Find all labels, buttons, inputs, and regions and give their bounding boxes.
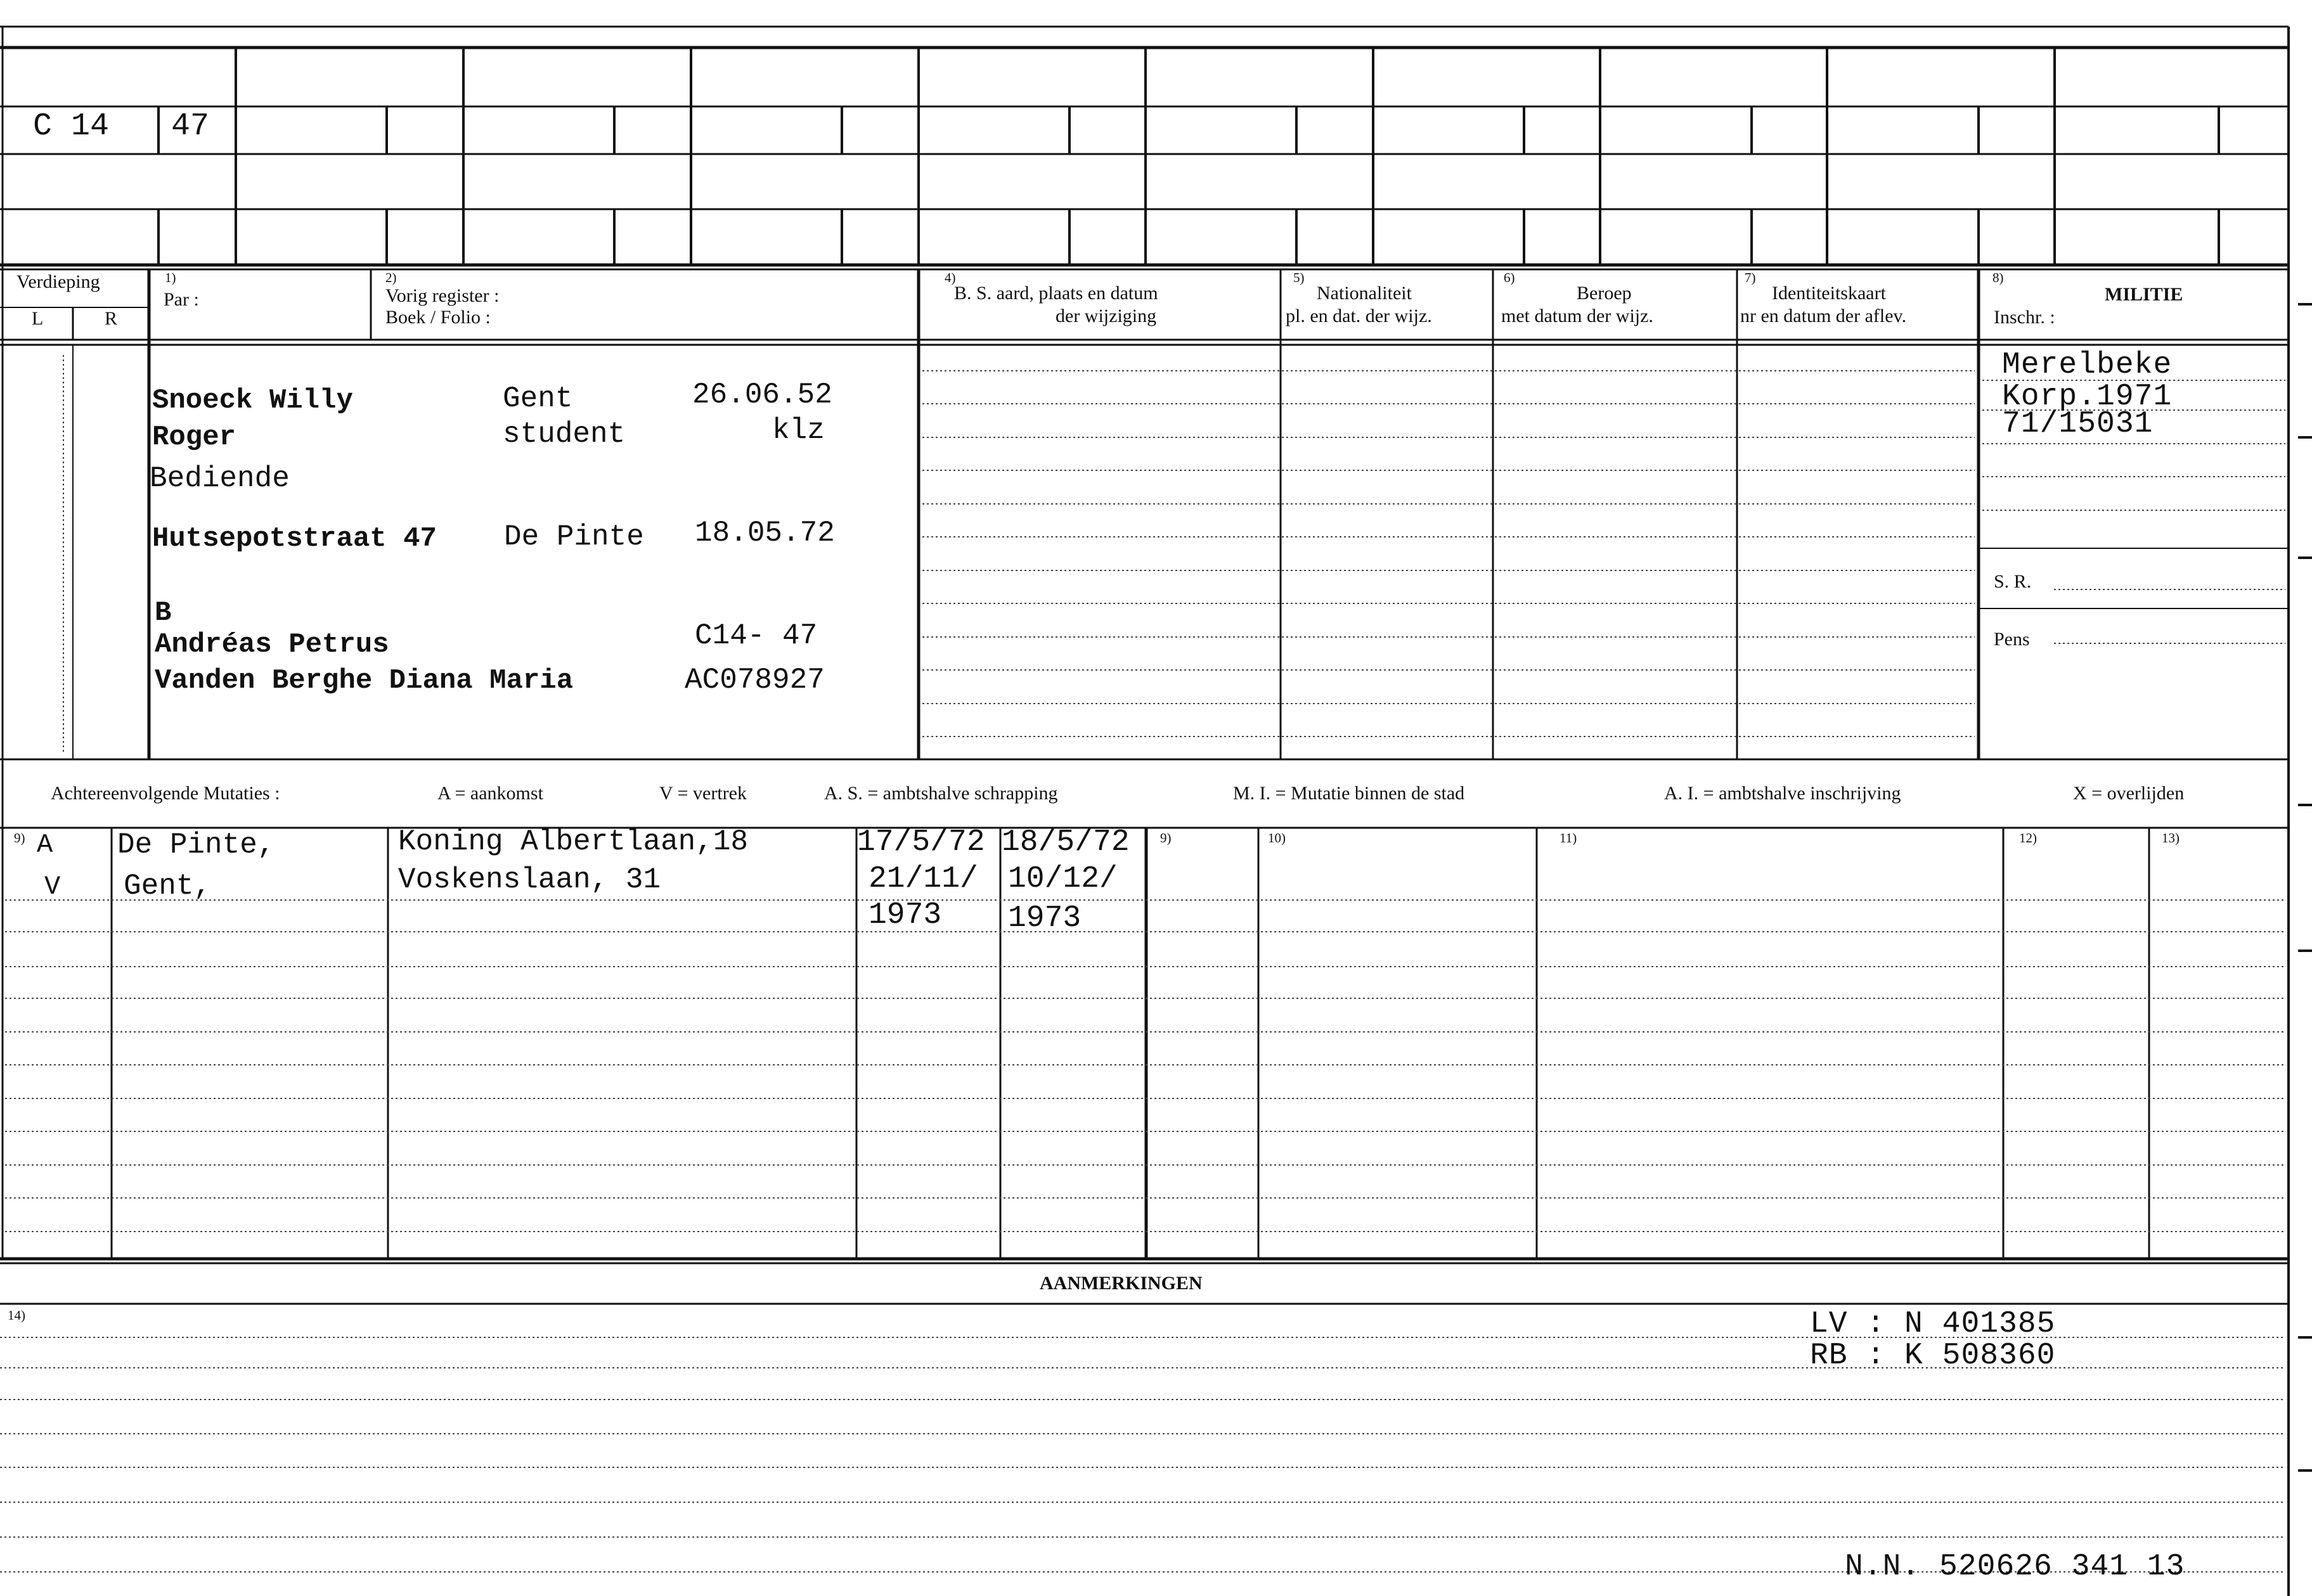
status: student — [503, 418, 626, 451]
mut-col9b-number: 9) — [1160, 830, 1172, 846]
mutation-date-end: 18/5/72 — [1002, 825, 1130, 859]
militie-header: MILITIE — [2105, 284, 2183, 305]
birth-date: 26.06.52 — [692, 378, 832, 411]
mutation-date-start: 17/5/72 — [857, 825, 985, 859]
col2-number: 2) — [385, 270, 397, 285]
mutation-type: V — [44, 872, 61, 902]
vorig-register-label: Vorig register : — [385, 285, 500, 306]
occupation: Bediende — [150, 462, 290, 495]
col4-number: 4) — [945, 270, 956, 285]
id-card-number: AC078927 — [685, 664, 825, 697]
militie-korps: Korp.1971 — [2002, 380, 2173, 414]
mother-name: Vanden Berghe Diana Maria — [155, 665, 574, 697]
mutation-city: De Pinte, — [117, 828, 275, 861]
remarks-title: AANMERKINGEN — [1040, 1273, 1203, 1294]
mutation-date-start: 21/11/ — [869, 862, 978, 896]
id-header-line1: Identiteitskaart — [1772, 283, 1886, 304]
sr-label: S. R. — [1994, 571, 2032, 592]
mutation-date-start: 1973 — [869, 898, 942, 932]
mut-col9-number: 9) — [14, 830, 25, 846]
col8-number: 8) — [1992, 270, 2004, 285]
legend-mutatie: M. I. = Mutatie binnen de stad — [1233, 783, 1465, 804]
right-label: R — [105, 308, 118, 329]
birth-place: Gent — [503, 382, 573, 415]
par-label: Par : — [164, 289, 199, 310]
legend-aankomst: A = aankomst — [437, 783, 543, 804]
inschr-label: Inschr. : — [1994, 307, 2055, 328]
mutation-type: A — [37, 830, 53, 860]
mut-col10-number: 10) — [1268, 830, 1286, 846]
left-label: L — [32, 308, 44, 329]
legend-vertrek: V = vertrek — [659, 783, 747, 804]
remarks-number: 14) — [8, 1308, 25, 1323]
lv-number: LV : N 401385 — [1810, 1307, 2056, 1341]
person-middle-name: Roger — [152, 422, 236, 453]
legend-schrapping: A. S. = ambtshalve schrapping — [824, 783, 1058, 804]
id-header-line2: nr en datum der aflev. — [1740, 306, 1907, 326]
reference-code: C14- 47 — [695, 619, 818, 652]
mutation-street: Voskenslaan, 31 — [398, 863, 661, 896]
bs-header-line1: B. S. aard, plaats en datum — [954, 283, 1158, 304]
national-number: N.N. 520626 341 13 — [1845, 1550, 2185, 1584]
municipality: De Pinte — [504, 520, 644, 553]
pens-label: Pens — [1994, 629, 2030, 650]
col1-number: 1) — [165, 270, 176, 285]
col6-number: 6) — [1504, 270, 1515, 285]
verdieping-label: Verdieping — [16, 271, 100, 292]
rb-number: RB : K 508360 — [1810, 1339, 2056, 1373]
boek-folio-label: Boek / Folio : — [385, 307, 491, 328]
person-name: Snoeck Willy — [152, 385, 353, 416]
mutations-legend-title: Achtereenvolgende Mutaties : — [51, 783, 280, 804]
mutation-city: Gent, — [124, 870, 212, 903]
militie-place: Merelbeke — [2002, 348, 2173, 382]
status-code: klz — [772, 414, 825, 447]
beroep-header-line1: Beroep — [1577, 283, 1632, 304]
mut-col11-number: 11) — [1560, 830, 1577, 846]
address-date: 18.05.72 — [695, 517, 835, 550]
father-name: Andréas Petrus — [155, 629, 389, 660]
house-number: 47 — [171, 108, 210, 145]
mut-col12-number: 12) — [2019, 830, 2037, 846]
nationality-header-line2: pl. en dat. der wijz. — [1286, 306, 1432, 326]
block-code: C 14 — [33, 108, 110, 145]
mutation-date-end: 1973 — [1008, 901, 1082, 936]
nationality-header-line1: Nationaliteit — [1317, 283, 1412, 304]
legend-overlijden: X = overlijden — [2073, 783, 2185, 804]
bs-header-line2: der wijziging — [1056, 306, 1157, 326]
col7-number: 7) — [1745, 270, 1756, 285]
militie-number: 71/15031 — [2002, 407, 2154, 441]
code-b: B — [155, 597, 172, 629]
mut-col13-number: 13) — [2162, 830, 2180, 846]
col5-number: 5) — [1293, 270, 1305, 285]
address: Hutsepotstraat 47 — [152, 523, 437, 555]
legend-inschrijving: A. I. = ambtshalve inschrijving — [1664, 783, 1901, 804]
mutation-street: Koning Albertlaan,18 — [398, 825, 749, 858]
mutation-date-end: 10/12/ — [1008, 862, 1118, 896]
beroep-header-line2: met datum der wijz. — [1501, 306, 1653, 326]
